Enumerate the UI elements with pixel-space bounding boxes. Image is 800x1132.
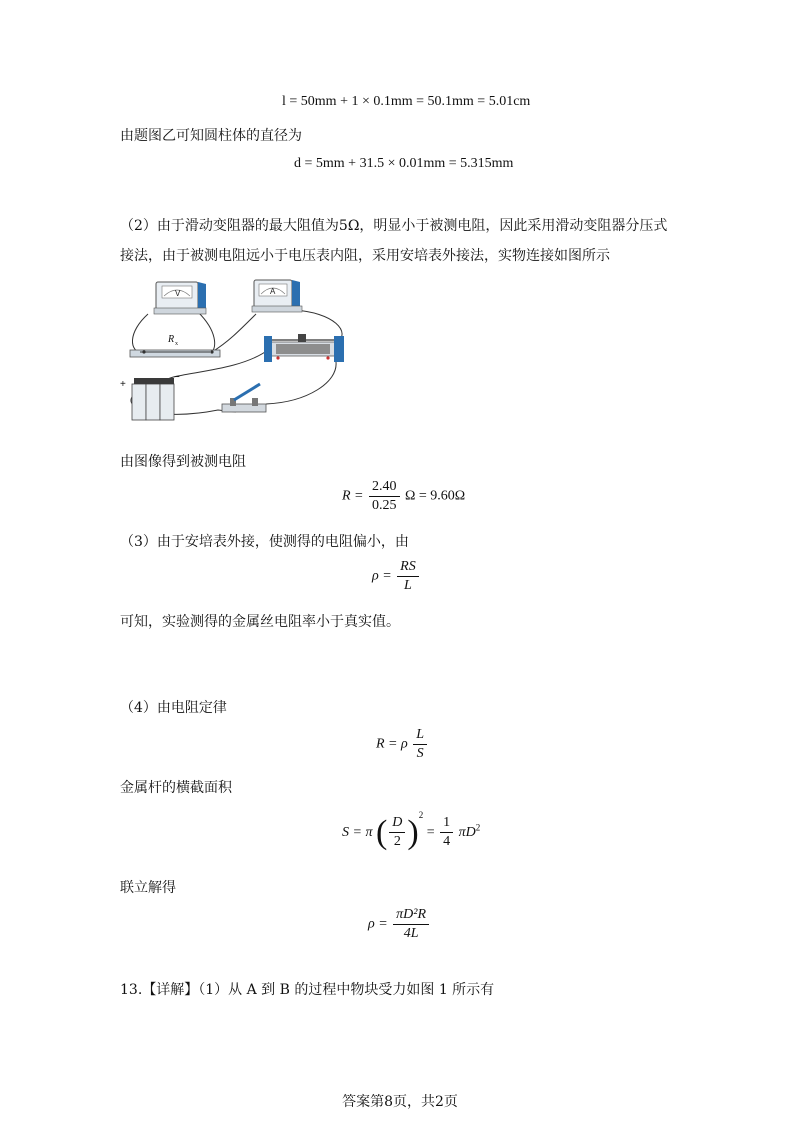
fraction-denominator: 4	[443, 834, 451, 850]
equation-length: l = 50mm + 1 × 0.1mm = 50.1mm = 5.01cm	[282, 94, 531, 109]
paragraph-diameter-intro: 由题图乙可知圆柱体的直径为	[120, 128, 302, 144]
eq-s-lhs: S = π	[342, 825, 373, 840]
fraction-denominator: 0.25	[372, 498, 397, 513]
equation-resistance-law	[376, 726, 429, 763]
exponent: 2	[418, 810, 424, 820]
switch	[222, 384, 266, 412]
wire	[212, 314, 256, 352]
left-paren: (	[375, 813, 388, 851]
paragraph-from-graph: 由图像得到被测电阻	[120, 454, 246, 470]
fraction	[369, 478, 400, 515]
resistor-label: R	[168, 334, 175, 345]
equation-resistance	[342, 478, 465, 515]
fraction-numerator: 1	[440, 814, 453, 833]
eq-r-rhs: Ω = 9.60Ω	[405, 488, 466, 504]
fraction	[440, 814, 453, 851]
fraction-denominator: L	[404, 578, 412, 593]
ammeter	[252, 280, 302, 312]
equation-resistivity-2	[368, 906, 431, 943]
resistor-rx	[130, 334, 220, 357]
wire	[132, 314, 148, 354]
paragraph-combine: 联立解得	[120, 880, 176, 896]
equals-sign: =	[426, 825, 435, 840]
rheostat	[264, 334, 344, 362]
ammeter-label: A	[270, 287, 276, 296]
equation-area	[342, 810, 480, 851]
fraction-numerator: RS	[397, 558, 419, 577]
wire	[266, 362, 336, 404]
fraction-numerator: D	[389, 814, 405, 833]
fraction-denominator: 4L	[403, 926, 419, 941]
voltmeter-label: V	[175, 289, 181, 298]
eq-s-rhs: πD	[458, 825, 476, 840]
fraction	[397, 558, 419, 595]
paragraph-conclusion-3: 可知，实验测得的金属丝电阻率小于真实值。	[120, 614, 400, 630]
fraction	[389, 814, 405, 851]
fraction-numerator: 2.40	[369, 478, 400, 497]
fraction-numerator: πD²R	[393, 906, 429, 925]
circuit-diagram	[118, 272, 358, 424]
page-footer: 答案第8页，共2页	[342, 1094, 458, 1110]
right-paren: )	[407, 813, 419, 851]
paragraph-part3: （3）由于安培表外接，使测得的电阻偏小，由	[120, 534, 409, 550]
exponent: 2	[475, 822, 481, 833]
plus-sign: +	[120, 379, 126, 390]
fraction-numerator: L	[413, 726, 427, 745]
paragraph-part2-line1: （2）由于滑动变阻器的最大阻值为5Ω，明显小于被测电阻，因此采用滑动变阻器分压式	[120, 218, 668, 234]
battery	[120, 372, 180, 420]
wire	[198, 312, 215, 352]
eq-rho2-lhs: ρ =	[368, 916, 388, 932]
eq-r2-lhs: R = ρ	[376, 736, 408, 752]
eq-rho1-lhs: ρ =	[372, 568, 392, 584]
equation-resistivity-1	[372, 558, 421, 595]
fraction-denominator: 2	[393, 834, 401, 850]
paragraph-question-13: 13.【详解】（1）从 A 到 B 的过程中物块受力如图 1 所示有	[120, 982, 495, 998]
eq-r-lhs: R =	[342, 488, 364, 504]
fraction	[393, 906, 429, 943]
minus-sign: −	[174, 372, 180, 383]
paragraph-part2-line2: 接法，由于被测电阻远小于电压表内阻，采用安培表外接法，实物连接如图所示	[120, 248, 610, 264]
paragraph-part4: （4）由电阻定律	[120, 700, 227, 716]
equation-diameter: d = 5mm + 31.5 × 0.01mm = 5.315mm	[294, 156, 514, 171]
fraction-denominator: S	[416, 746, 424, 761]
voltmeter	[154, 282, 206, 314]
resistor-subscript: x	[175, 341, 178, 347]
paragraph-cross-section: 金属杆的横截面积	[120, 780, 232, 796]
fraction	[413, 726, 427, 763]
